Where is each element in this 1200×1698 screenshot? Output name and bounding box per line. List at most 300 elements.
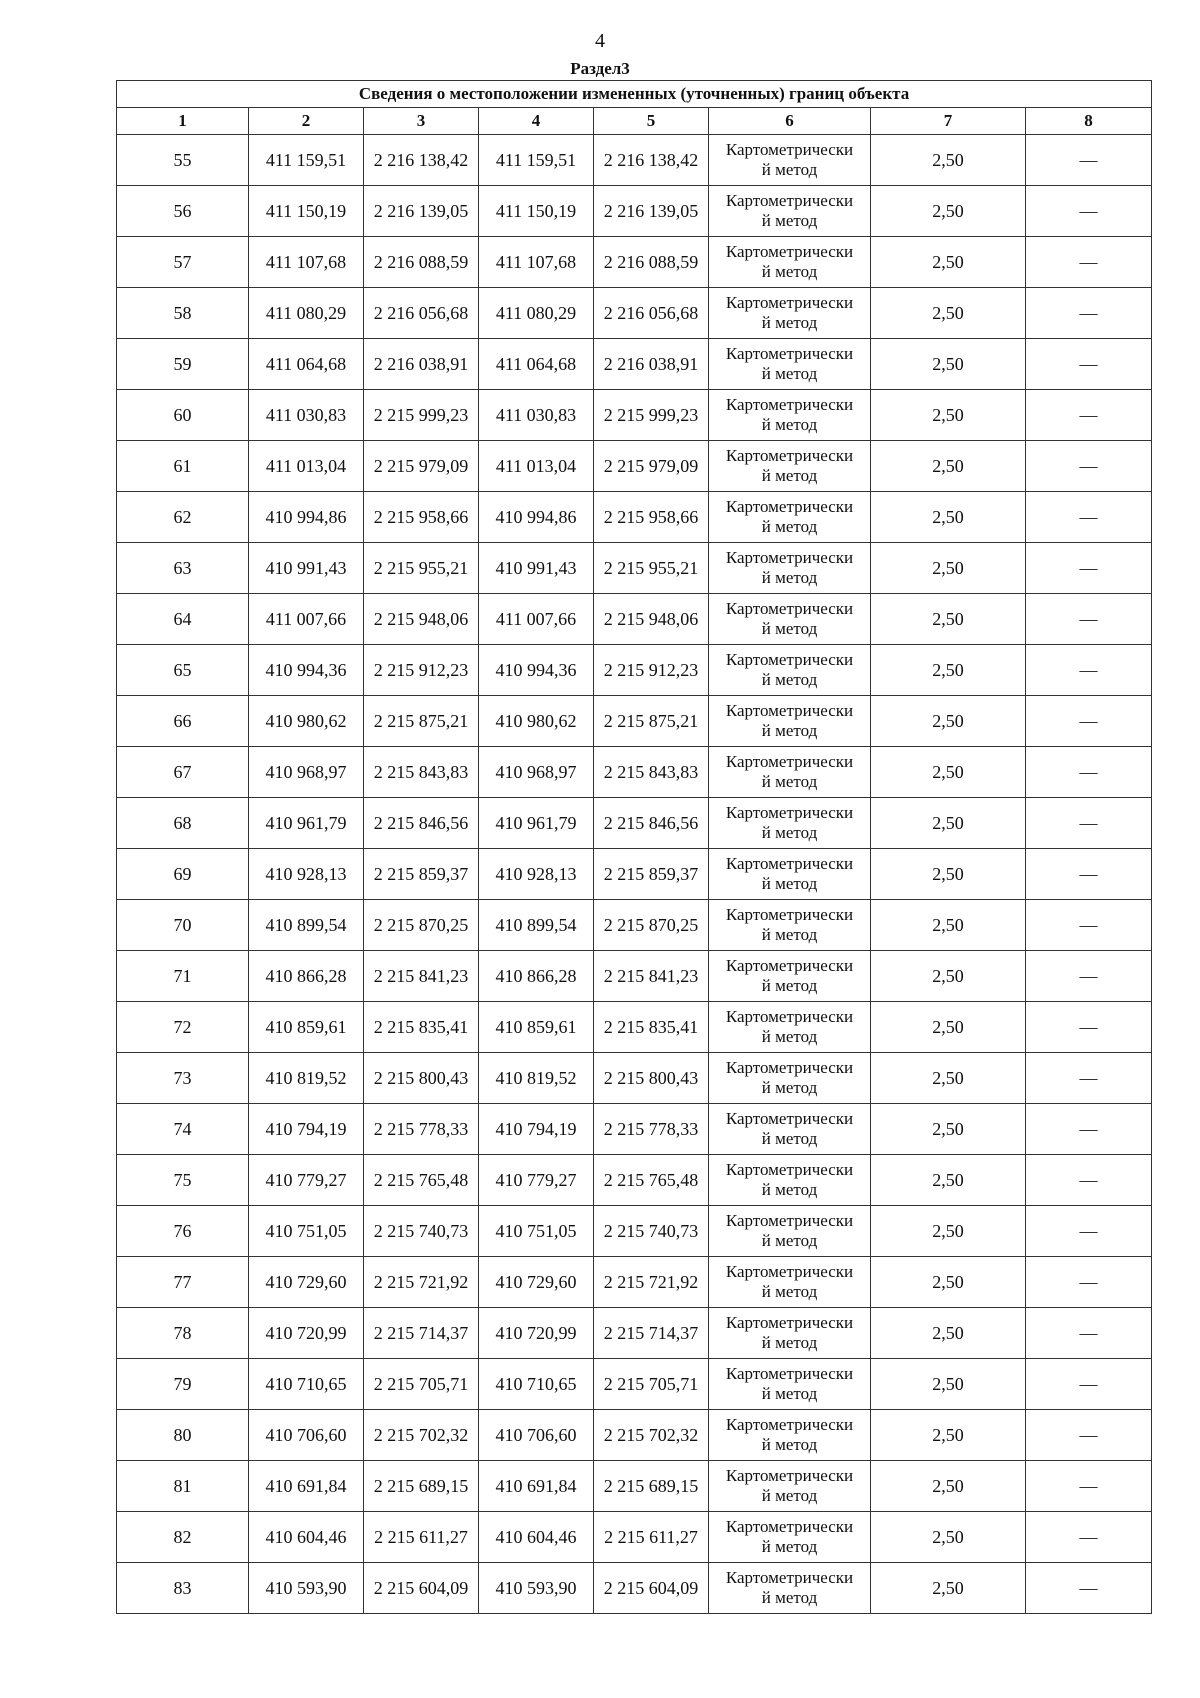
description-cell: — <box>1026 543 1152 594</box>
refined-x-cell: 411 013,04 <box>479 441 594 492</box>
existing-x-cell: 410 751,05 <box>249 1206 364 1257</box>
existing-y-cell: 2 216 088,59 <box>364 237 479 288</box>
table-row <box>117 1002 1152 1053</box>
method-line-1: Картометрически <box>725 446 854 465</box>
existing-y-cell: 2 215 604,09 <box>364 1563 479 1614</box>
description-cell: — <box>1026 645 1152 696</box>
existing-y-cell: 2 215 835,41 <box>364 1002 479 1053</box>
accuracy-cell: 2,50 <box>871 1206 1026 1257</box>
method-cell <box>709 1359 871 1410</box>
accuracy-cell: 2,50 <box>871 1257 1026 1308</box>
point-number-cell: 81 <box>117 1461 249 1512</box>
method-line-1: Картометрически <box>725 1364 854 1383</box>
accuracy-cell: 2,50 <box>871 1155 1026 1206</box>
refined-y-cell: 2 215 999,23 <box>594 390 709 441</box>
description-cell: — <box>1026 1155 1152 1206</box>
description-cell: — <box>1026 390 1152 441</box>
existing-y-cell: 2 215 689,15 <box>364 1461 479 1512</box>
refined-y-cell: 2 215 705,71 <box>594 1359 709 1410</box>
point-number-cell: 62 <box>117 492 249 543</box>
method-cell <box>709 645 871 696</box>
method-line-2: й метод <box>761 1537 818 1556</box>
method-line-1: Картометрически <box>725 1058 854 1077</box>
table-row <box>117 1461 1152 1512</box>
description-cell: — <box>1026 1002 1152 1053</box>
accuracy-cell: 2,50 <box>871 747 1026 798</box>
existing-y-cell: 2 215 912,23 <box>364 645 479 696</box>
description-cell: — <box>1026 288 1152 339</box>
table-row <box>117 1155 1152 1206</box>
method-cell <box>709 747 871 798</box>
existing-y-cell: 2 215 846,56 <box>364 798 479 849</box>
existing-y-cell: 2 216 139,05 <box>364 186 479 237</box>
method-cell <box>709 1563 871 1614</box>
refined-x-cell: 410 706,60 <box>479 1410 594 1461</box>
point-number-cell: 73 <box>117 1053 249 1104</box>
refined-x-cell: 410 779,27 <box>479 1155 594 1206</box>
table-row <box>117 1053 1152 1104</box>
method-cell <box>709 441 871 492</box>
refined-y-cell: 2 216 139,05 <box>594 186 709 237</box>
refined-x-cell: 411 064,68 <box>479 339 594 390</box>
table-row <box>117 135 1152 186</box>
point-number-cell: 63 <box>117 543 249 594</box>
refined-y-cell: 2 216 088,59 <box>594 237 709 288</box>
description-cell: — <box>1026 747 1152 798</box>
method-line-1: Картометрически <box>725 905 854 924</box>
method-cell <box>709 1053 871 1104</box>
column-number: 3 <box>364 108 479 135</box>
point-number-cell: 59 <box>117 339 249 390</box>
method-line-2: й метод <box>761 619 818 638</box>
point-number-cell: 60 <box>117 390 249 441</box>
method-line-2: й метод <box>761 364 818 383</box>
accuracy-cell: 2,50 <box>871 492 1026 543</box>
method-cell <box>709 186 871 237</box>
method-line-1: Картометрически <box>725 1160 854 1179</box>
refined-y-cell: 2 215 702,32 <box>594 1410 709 1461</box>
method-line-1: Картометрически <box>725 1262 854 1281</box>
refined-y-cell: 2 215 835,41 <box>594 1002 709 1053</box>
method-cell <box>709 1410 871 1461</box>
point-number-cell: 72 <box>117 1002 249 1053</box>
refined-y-cell: 2 216 056,68 <box>594 288 709 339</box>
accuracy-cell: 2,50 <box>871 1104 1026 1155</box>
table-row <box>117 1359 1152 1410</box>
existing-x-cell: 410 691,84 <box>249 1461 364 1512</box>
table-caption-row <box>117 81 1152 108</box>
point-number-cell: 70 <box>117 900 249 951</box>
existing-y-cell: 2 215 875,21 <box>364 696 479 747</box>
refined-y-cell: 2 215 948,06 <box>594 594 709 645</box>
refined-x-cell: 410 751,05 <box>479 1206 594 1257</box>
table-caption: Сведения о местоположении измененных (уточненных) границ объекта <box>117 81 1152 108</box>
existing-x-cell: 410 710,65 <box>249 1359 364 1410</box>
accuracy-cell: 2,50 <box>871 594 1026 645</box>
table-row <box>117 747 1152 798</box>
accuracy-cell: 2,50 <box>871 1002 1026 1053</box>
refined-x-cell: 410 991,43 <box>479 543 594 594</box>
existing-y-cell: 2 215 800,43 <box>364 1053 479 1104</box>
description-cell: — <box>1026 1308 1152 1359</box>
existing-y-cell: 2 215 611,27 <box>364 1512 479 1563</box>
method-cell <box>709 1308 871 1359</box>
refined-y-cell: 2 215 714,37 <box>594 1308 709 1359</box>
refined-y-cell: 2 215 843,83 <box>594 747 709 798</box>
method-cell <box>709 900 871 951</box>
accuracy-cell: 2,50 <box>871 1308 1026 1359</box>
boundary-coordinates-table <box>116 80 1152 1614</box>
method-cell <box>709 1512 871 1563</box>
description-cell: — <box>1026 186 1152 237</box>
existing-x-cell: 411 080,29 <box>249 288 364 339</box>
method-line-1: Картометрически <box>725 854 854 873</box>
method-line-2: й метод <box>761 313 818 332</box>
method-line-1: Картометрически <box>725 1313 854 1332</box>
refined-x-cell: 410 994,36 <box>479 645 594 696</box>
point-number-cell: 69 <box>117 849 249 900</box>
description-cell: — <box>1026 951 1152 1002</box>
method-line-2: й метод <box>761 721 818 740</box>
point-number-cell: 82 <box>117 1512 249 1563</box>
column-number: 6 <box>709 108 871 135</box>
existing-y-cell: 2 215 979,09 <box>364 441 479 492</box>
table-row <box>117 696 1152 747</box>
table-row <box>117 849 1152 900</box>
refined-y-cell: 2 215 846,56 <box>594 798 709 849</box>
point-number-cell: 75 <box>117 1155 249 1206</box>
refined-y-cell: 2 215 778,33 <box>594 1104 709 1155</box>
method-line-1: Картометрически <box>725 191 854 210</box>
method-line-2: й метод <box>761 1078 818 1097</box>
table-row <box>117 594 1152 645</box>
column-number: 5 <box>594 108 709 135</box>
refined-y-cell: 2 215 875,21 <box>594 696 709 747</box>
description-cell: — <box>1026 1257 1152 1308</box>
refined-y-cell: 2 215 870,25 <box>594 900 709 951</box>
method-line-1: Картометрически <box>725 344 854 363</box>
existing-x-cell: 411 064,68 <box>249 339 364 390</box>
method-cell <box>709 1002 871 1053</box>
description-cell: — <box>1026 1461 1152 1512</box>
existing-y-cell: 2 215 870,25 <box>364 900 479 951</box>
existing-x-cell: 411 150,19 <box>249 186 364 237</box>
refined-x-cell: 411 030,83 <box>479 390 594 441</box>
existing-y-cell: 2 215 948,06 <box>364 594 479 645</box>
method-line-2: й метод <box>761 772 818 791</box>
table-row <box>117 390 1152 441</box>
existing-x-cell: 410 706,60 <box>249 1410 364 1461</box>
existing-x-cell: 411 107,68 <box>249 237 364 288</box>
refined-y-cell: 2 215 955,21 <box>594 543 709 594</box>
column-number: 1 <box>117 108 249 135</box>
existing-y-cell: 2 216 138,42 <box>364 135 479 186</box>
method-cell <box>709 390 871 441</box>
existing-x-cell: 410 720,99 <box>249 1308 364 1359</box>
refined-x-cell: 410 720,99 <box>479 1308 594 1359</box>
existing-y-cell: 2 215 714,37 <box>364 1308 479 1359</box>
refined-y-cell: 2 215 912,23 <box>594 645 709 696</box>
column-number: 7 <box>871 108 1026 135</box>
existing-y-cell: 2 215 859,37 <box>364 849 479 900</box>
refined-y-cell: 2 216 138,42 <box>594 135 709 186</box>
method-cell <box>709 237 871 288</box>
table-row <box>117 1563 1152 1614</box>
table-row <box>117 1308 1152 1359</box>
existing-x-cell: 411 013,04 <box>249 441 364 492</box>
point-number-cell: 76 <box>117 1206 249 1257</box>
refined-x-cell: 410 604,46 <box>479 1512 594 1563</box>
accuracy-cell: 2,50 <box>871 1563 1026 1614</box>
accuracy-cell: 2,50 <box>871 390 1026 441</box>
column-number: 8 <box>1026 108 1152 135</box>
accuracy-cell: 2,50 <box>871 696 1026 747</box>
method-line-2: й метод <box>761 1486 818 1505</box>
existing-x-cell: 410 866,28 <box>249 951 364 1002</box>
method-cell <box>709 135 871 186</box>
method-line-1: Картометрически <box>725 1007 854 1026</box>
section-title: Раздел3 <box>570 59 630 78</box>
existing-x-cell: 410 968,97 <box>249 747 364 798</box>
existing-y-cell: 2 215 740,73 <box>364 1206 479 1257</box>
point-number-cell: 64 <box>117 594 249 645</box>
point-number-cell: 56 <box>117 186 249 237</box>
description-cell: — <box>1026 900 1152 951</box>
existing-y-cell: 2 215 721,92 <box>364 1257 479 1308</box>
method-line-2: й метод <box>761 1129 818 1148</box>
description-cell: — <box>1026 135 1152 186</box>
method-line-2: й метод <box>761 1435 818 1454</box>
method-line-1: Картометрически <box>725 1568 854 1587</box>
method-cell <box>709 543 871 594</box>
existing-x-cell: 410 994,86 <box>249 492 364 543</box>
description-cell: — <box>1026 594 1152 645</box>
existing-y-cell: 2 216 038,91 <box>364 339 479 390</box>
method-line-2: й метод <box>761 1282 818 1301</box>
refined-x-cell: 410 794,19 <box>479 1104 594 1155</box>
method-cell <box>709 798 871 849</box>
refined-x-cell: 411 007,66 <box>479 594 594 645</box>
method-line-1: Картометрически <box>725 752 854 771</box>
point-number-cell: 57 <box>117 237 249 288</box>
table-row <box>117 1206 1152 1257</box>
point-number-cell: 55 <box>117 135 249 186</box>
refined-y-cell: 2 215 689,15 <box>594 1461 709 1512</box>
refined-y-cell: 2 215 740,73 <box>594 1206 709 1257</box>
existing-x-cell: 410 899,54 <box>249 900 364 951</box>
method-line-2: й метод <box>761 1333 818 1352</box>
accuracy-cell: 2,50 <box>871 951 1026 1002</box>
refined-x-cell: 410 859,61 <box>479 1002 594 1053</box>
refined-x-cell: 410 866,28 <box>479 951 594 1002</box>
accuracy-cell: 2,50 <box>871 645 1026 696</box>
method-line-1: Картометрически <box>725 1466 854 1485</box>
point-number-cell: 77 <box>117 1257 249 1308</box>
method-cell <box>709 288 871 339</box>
accuracy-cell: 2,50 <box>871 339 1026 390</box>
refined-x-cell: 411 080,29 <box>479 288 594 339</box>
table-row <box>117 339 1152 390</box>
refined-y-cell: 2 215 604,09 <box>594 1563 709 1614</box>
method-line-2: й метод <box>761 262 818 281</box>
existing-y-cell: 2 215 765,48 <box>364 1155 479 1206</box>
table-row <box>117 186 1152 237</box>
method-line-2: й метод <box>761 466 818 485</box>
method-cell <box>709 1206 871 1257</box>
method-cell <box>709 492 871 543</box>
refined-x-cell: 410 899,54 <box>479 900 594 951</box>
method-line-1: Картометрически <box>725 599 854 618</box>
method-line-1: Картометрически <box>725 497 854 516</box>
table-row <box>117 1104 1152 1155</box>
method-line-1: Картометрически <box>725 242 854 261</box>
refined-x-cell: 411 107,68 <box>479 237 594 288</box>
method-line-1: Картометрически <box>725 1109 854 1128</box>
point-number-cell: 67 <box>117 747 249 798</box>
refined-y-cell: 2 215 958,66 <box>594 492 709 543</box>
method-line-2: й метод <box>761 160 818 179</box>
refined-x-cell: 410 994,86 <box>479 492 594 543</box>
method-line-2: й метод <box>761 976 818 995</box>
existing-x-cell: 410 961,79 <box>249 798 364 849</box>
method-line-2: й метод <box>761 1588 818 1607</box>
refined-x-cell: 410 961,79 <box>479 798 594 849</box>
refined-y-cell: 2 215 611,27 <box>594 1512 709 1563</box>
point-number-cell: 61 <box>117 441 249 492</box>
method-line-1: Картометрически <box>725 548 854 567</box>
refined-y-cell: 2 216 038,91 <box>594 339 709 390</box>
existing-x-cell: 410 991,43 <box>249 543 364 594</box>
refined-y-cell: 2 215 765,48 <box>594 1155 709 1206</box>
method-cell <box>709 594 871 645</box>
point-number-cell: 71 <box>117 951 249 1002</box>
table-row <box>117 237 1152 288</box>
table-row <box>117 1410 1152 1461</box>
method-cell <box>709 951 871 1002</box>
point-number-cell: 79 <box>117 1359 249 1410</box>
method-cell <box>709 339 871 390</box>
existing-x-cell: 410 994,36 <box>249 645 364 696</box>
existing-x-cell: 411 007,66 <box>249 594 364 645</box>
accuracy-cell: 2,50 <box>871 288 1026 339</box>
point-number-cell: 68 <box>117 798 249 849</box>
existing-y-cell: 2 215 841,23 <box>364 951 479 1002</box>
accuracy-cell: 2,50 <box>871 1410 1026 1461</box>
point-number-cell: 83 <box>117 1563 249 1614</box>
existing-x-cell: 410 794,19 <box>249 1104 364 1155</box>
point-number-cell: 78 <box>117 1308 249 1359</box>
existing-x-cell: 410 593,90 <box>249 1563 364 1614</box>
refined-x-cell: 410 691,84 <box>479 1461 594 1512</box>
existing-x-cell: 410 980,62 <box>249 696 364 747</box>
table-row <box>117 951 1152 1002</box>
method-line-1: Картометрически <box>725 956 854 975</box>
method-cell <box>709 1461 871 1512</box>
description-cell: — <box>1026 1104 1152 1155</box>
existing-y-cell: 2 215 778,33 <box>364 1104 479 1155</box>
refined-x-cell: 410 928,13 <box>479 849 594 900</box>
method-line-1: Картометрически <box>725 803 854 822</box>
refined-y-cell: 2 215 721,92 <box>594 1257 709 1308</box>
existing-x-cell: 410 928,13 <box>249 849 364 900</box>
page-number: 4 <box>595 30 605 52</box>
method-line-2: й метод <box>761 1231 818 1250</box>
accuracy-cell: 2,50 <box>871 1359 1026 1410</box>
description-cell: — <box>1026 1410 1152 1461</box>
description-cell: — <box>1026 1206 1152 1257</box>
method-line-1: Картометрически <box>725 293 854 312</box>
point-number-cell: 65 <box>117 645 249 696</box>
method-line-2: й метод <box>761 1384 818 1403</box>
existing-y-cell: 2 215 843,83 <box>364 747 479 798</box>
refined-x-cell: 410 593,90 <box>479 1563 594 1614</box>
existing-x-cell: 410 604,46 <box>249 1512 364 1563</box>
accuracy-cell: 2,50 <box>871 543 1026 594</box>
description-cell: — <box>1026 696 1152 747</box>
method-line-1: Картометрически <box>725 395 854 414</box>
accuracy-cell: 2,50 <box>871 798 1026 849</box>
refined-y-cell: 2 215 841,23 <box>594 951 709 1002</box>
refined-y-cell: 2 215 800,43 <box>594 1053 709 1104</box>
point-number-cell: 66 <box>117 696 249 747</box>
description-cell: — <box>1026 1512 1152 1563</box>
accuracy-cell: 2,50 <box>871 900 1026 951</box>
description-cell: — <box>1026 237 1152 288</box>
method-cell <box>709 1155 871 1206</box>
existing-y-cell: 2 216 056,68 <box>364 288 479 339</box>
refined-x-cell: 411 159,51 <box>479 135 594 186</box>
existing-x-cell: 411 159,51 <box>249 135 364 186</box>
refined-y-cell: 2 215 979,09 <box>594 441 709 492</box>
accuracy-cell: 2,50 <box>871 849 1026 900</box>
method-line-2: й метод <box>761 823 818 842</box>
method-line-1: Картометрически <box>725 1415 854 1434</box>
existing-y-cell: 2 215 705,71 <box>364 1359 479 1410</box>
table-row <box>117 900 1152 951</box>
method-cell <box>709 1257 871 1308</box>
table-body <box>117 135 1152 1614</box>
table-row <box>117 288 1152 339</box>
description-cell: — <box>1026 1053 1152 1104</box>
existing-x-cell: 410 779,27 <box>249 1155 364 1206</box>
method-line-1: Картометрически <box>725 140 854 159</box>
refined-x-cell: 410 968,97 <box>479 747 594 798</box>
method-line-2: й метод <box>761 925 818 944</box>
accuracy-cell: 2,50 <box>871 1053 1026 1104</box>
description-cell: — <box>1026 339 1152 390</box>
method-line-2: й метод <box>761 211 818 230</box>
accuracy-cell: 2,50 <box>871 441 1026 492</box>
method-cell <box>709 696 871 747</box>
existing-y-cell: 2 215 702,32 <box>364 1410 479 1461</box>
refined-x-cell: 411 150,19 <box>479 186 594 237</box>
existing-x-cell: 410 859,61 <box>249 1002 364 1053</box>
table-row <box>117 1257 1152 1308</box>
existing-x-cell: 410 729,60 <box>249 1257 364 1308</box>
method-line-1: Картометрически <box>725 1211 854 1230</box>
method-line-2: й метод <box>761 1180 818 1199</box>
table-row <box>117 798 1152 849</box>
method-cell <box>709 1104 871 1155</box>
existing-x-cell: 411 030,83 <box>249 390 364 441</box>
table-row <box>117 441 1152 492</box>
accuracy-cell: 2,50 <box>871 1512 1026 1563</box>
existing-x-cell: 410 819,52 <box>249 1053 364 1104</box>
refined-y-cell: 2 215 859,37 <box>594 849 709 900</box>
description-cell: — <box>1026 1359 1152 1410</box>
method-line-2: й метод <box>761 1027 818 1046</box>
accuracy-cell: 2,50 <box>871 237 1026 288</box>
